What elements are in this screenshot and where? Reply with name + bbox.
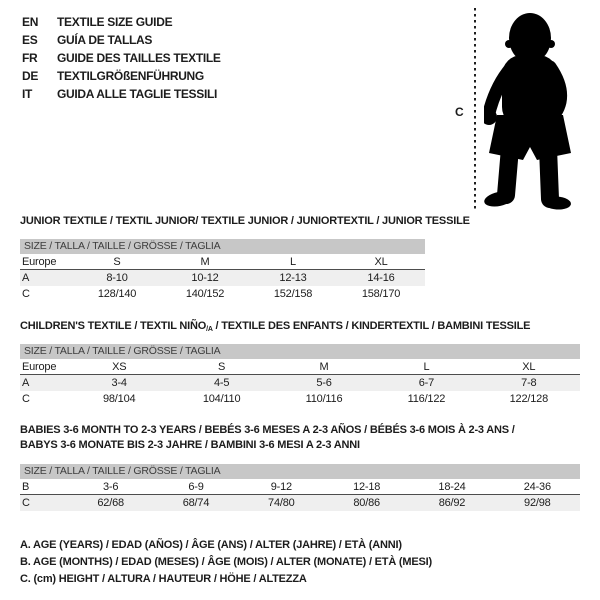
children-title-post: / TEXTILE DES ENFANTS / KINDERTEXTIL / BAMBINI TESSILE [212, 320, 531, 332]
table-cell: 3-4 [111, 377, 127, 389]
lang-code: DE [22, 69, 39, 83]
table-row [20, 254, 425, 270]
lang-title: GUÍA DE TALLAS [57, 33, 153, 47]
table-cell: S [113, 255, 121, 268]
babies-title-line1: BABIES 3-6 MONTH TO 2-3 YEARS / BEBÉS 3-6 MESES A 2-3 AÑOS / BÉBÉS 3-6 MOIS À 2-3 ANS / [20, 424, 515, 436]
table-cell: 6-7 [418, 377, 435, 389]
table-cell: 158/170 [361, 288, 401, 300]
table-cell: 8-10 [106, 272, 128, 284]
table-cell: 80/86 [353, 497, 380, 509]
size-header-bar: SIZE / TALLA / TAILLE / GRÖSSE / TAGLIA [20, 239, 425, 254]
table-row [20, 375, 580, 391]
row-label: Europe [22, 360, 57, 373]
lang-code: FR [22, 51, 38, 65]
babies-table-title [20, 424, 515, 454]
table-row [20, 495, 580, 511]
table-cell: 10-12 [191, 272, 219, 284]
table-cell: 12-18 [353, 480, 381, 493]
baby-silhouette [484, 5, 582, 213]
row-label: C [22, 497, 30, 509]
table-cell: 128/140 [97, 288, 137, 300]
lang-row-de [22, 67, 221, 85]
row-label: A [22, 272, 30, 284]
table-cell: 110/116 [305, 393, 343, 405]
table-row [20, 270, 425, 286]
table-cell: M [200, 255, 210, 268]
lang-row-it [22, 85, 221, 103]
table-cell: 140/152 [185, 288, 225, 300]
table-cell: 6-9 [188, 480, 204, 493]
table-row [20, 391, 580, 407]
height-measure-label: C [455, 105, 464, 119]
table-cell: 92/98 [524, 497, 551, 509]
table-cell: L [423, 360, 430, 373]
table-cell: 122/128 [509, 393, 549, 405]
lang-title: GUIDE DES TAILLES TEXTILE [57, 51, 221, 65]
row-label: A [22, 377, 30, 389]
lang-code: EN [22, 15, 39, 29]
lang-title: TEXTILGRÖßENFÜHRUNG [57, 69, 204, 83]
table-cell: XL [374, 255, 388, 268]
table-cell: L [290, 255, 296, 268]
table-cell: 14-16 [367, 272, 395, 284]
row-label: C [22, 393, 30, 405]
height-measure-dashed-line [474, 8, 476, 209]
lang-row-es [22, 31, 221, 49]
table-cell: 86/92 [438, 497, 466, 509]
children-title-pre: CHILDREN'S TEXTILE / TEXTIL NIÑO [20, 320, 207, 332]
lang-title: GUIDA ALLE TAGLIE TESSILI [57, 87, 218, 101]
table-cell: 62/68 [97, 497, 124, 509]
legend-line-a: A. AGE (YEARS) / EDAD (AÑOS) / ÂGE (ANS) / ALTER (JAHRE) / ETÀ (ANNI) [20, 538, 402, 551]
babies-size-table [20, 464, 580, 511]
children-size-table [20, 344, 580, 407]
row-label: B [22, 480, 30, 493]
lang-row-fr [22, 49, 221, 67]
table-cell: 18-24 [438, 480, 466, 493]
table-cell: 104/110 [202, 393, 241, 405]
table-cell: 3-6 [103, 480, 119, 493]
table-row [20, 286, 425, 302]
table-cell: M [319, 360, 329, 373]
size-header-bar: SIZE / TALLA / TAILLE / GRÖSSE / TAGLIA [20, 464, 580, 479]
junior-table-title: JUNIOR TEXTILE / TEXTIL JUNIOR/ TEXTILE JUNIOR / JUNIORTEXTIL / JUNIOR TESSILE [20, 215, 470, 227]
measurement-legend [20, 536, 432, 587]
table-row [20, 359, 580, 375]
language-title-block [22, 13, 221, 103]
table-cell: 7-8 [521, 377, 537, 389]
table-cell: 98/104 [102, 393, 136, 405]
table-cell: 24-36 [523, 480, 551, 493]
babies-title-line2: BABYS 3-6 MONATE BIS 2-3 JAHRE / BAMBINI 3-6 MESI A 2-3 ANNI [20, 439, 360, 451]
legend-line-b: B. AGE (MONTHS) / EDAD (MESES) / ÂGE (MOIS) / ALTER (MONATE) / ETÀ (MESI) [20, 555, 432, 568]
table-cell: 68/74 [182, 497, 210, 509]
legend-line-c: C. (cm) HEIGHT / ALTURA / HAUTEUR / HÖHE / ALTEZZA [20, 572, 307, 585]
table-cell: XS [112, 360, 127, 373]
lang-title: TEXTILE SIZE GUIDE [57, 15, 173, 29]
table-cell: 4-5 [213, 377, 230, 389]
junior-size-table [20, 239, 425, 302]
children-table-title [20, 320, 530, 333]
lang-row-en [22, 13, 221, 31]
size-header-bar: SIZE / TALLA / TAILLE / GRÖSSE / TAGLIA [20, 344, 580, 359]
table-cell: 5-6 [316, 377, 332, 389]
table-cell: XL [522, 360, 536, 373]
table-cell: 152/158 [273, 288, 313, 300]
lang-code: IT [22, 87, 33, 101]
lang-code: ES [22, 33, 38, 47]
table-cell: 12-13 [279, 272, 307, 284]
table-cell: 116/122 [407, 393, 446, 405]
table-cell: S [218, 360, 226, 373]
children-title-subscript: /A [206, 326, 213, 333]
table-cell: 9-12 [270, 480, 292, 493]
row-label: C [22, 288, 30, 300]
row-label: Europe [22, 255, 57, 268]
table-row [20, 479, 580, 495]
table-cell: 74/80 [268, 497, 295, 509]
